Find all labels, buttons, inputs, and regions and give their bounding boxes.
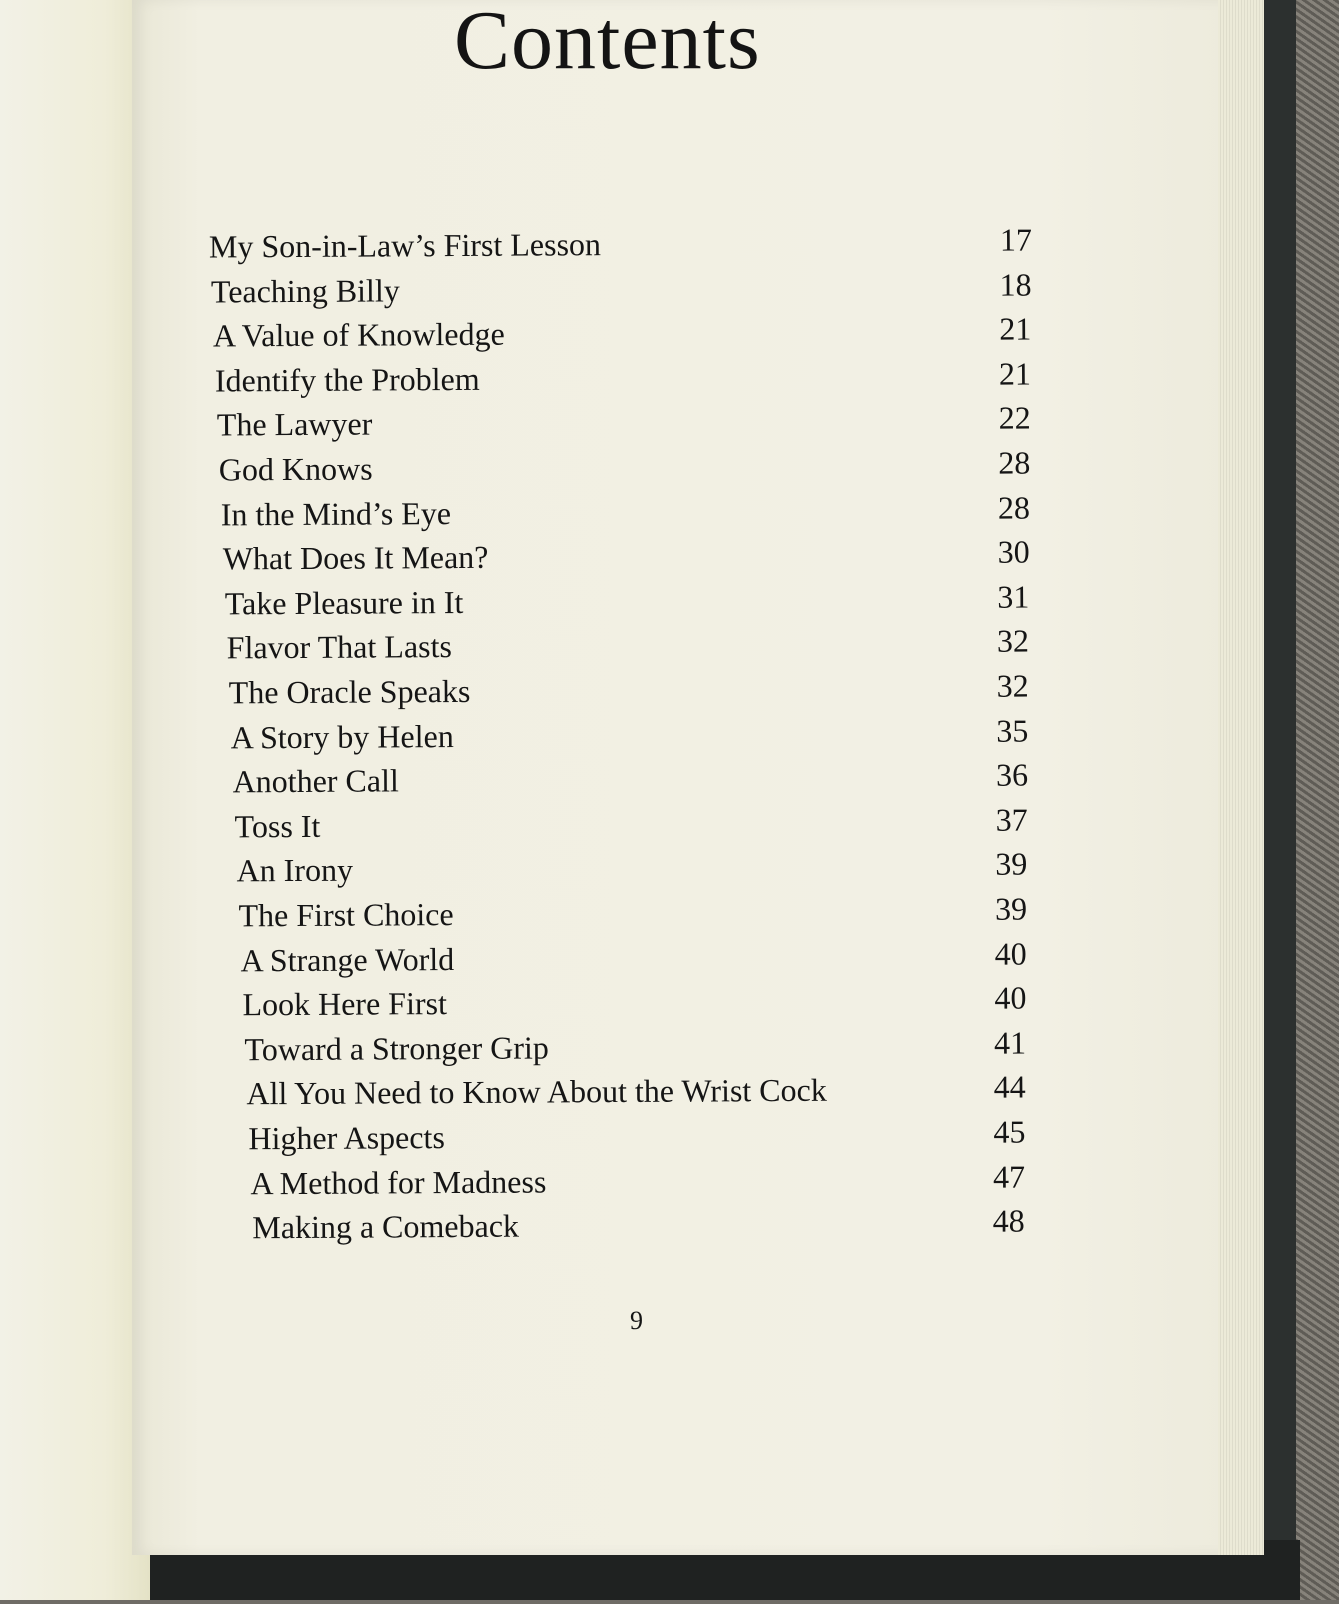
toc-entry-page: 28 bbox=[997, 489, 1031, 526]
toc-entry-page: 17 bbox=[999, 221, 1033, 258]
toc-entry-title: Toss It bbox=[234, 807, 321, 845]
toc-entry-title: A Value of Knowledge bbox=[212, 315, 505, 354]
toc-entry-page: 32 bbox=[996, 622, 1030, 660]
page-title: Contents bbox=[454, 0, 761, 87]
toc-entry-page: 31 bbox=[997, 578, 1030, 615]
toc-entry-page: 21 bbox=[999, 310, 1032, 347]
toc-entry-page: 36 bbox=[995, 756, 1029, 793]
toc-entry-title: An Irony bbox=[236, 852, 354, 889]
toc-entry-page: 37 bbox=[995, 801, 1028, 838]
toc-entry-title: A Method for Madness bbox=[250, 1163, 547, 1201]
toc-entry-page: 48 bbox=[992, 1202, 1025, 1239]
toc-entry-page: 28 bbox=[998, 444, 1031, 481]
toc-entry-page: 40 bbox=[994, 935, 1027, 972]
toc-entry-title: A Story by Helen bbox=[230, 717, 454, 755]
toc-entry-title: My Son-in-Law’s First Lesson bbox=[208, 226, 602, 265]
toc-entry-title: What Does It Mean? bbox=[222, 538, 489, 577]
toc-entry-title: Making a Comeback bbox=[252, 1207, 520, 1246]
toc-entry-title: God Knows bbox=[218, 450, 373, 488]
toc-entry-title: Identify the Problem bbox=[214, 360, 480, 399]
toc-entry-page: 44 bbox=[993, 1068, 1026, 1106]
toc-entry-page: 22 bbox=[998, 399, 1031, 437]
page-number: 9 bbox=[630, 1306, 643, 1335]
toc-entry-title: Flavor That Lasts bbox=[226, 628, 452, 666]
toc-entry-title: The First Choice bbox=[238, 896, 454, 934]
toc-entry-page: 40 bbox=[994, 979, 1027, 1016]
toc-entry-title: Higher Aspects bbox=[248, 1119, 445, 1157]
toc-entry-page: 18 bbox=[999, 266, 1032, 303]
toc-entry-page: 39 bbox=[994, 890, 1028, 927]
toc-entry-page: 21 bbox=[998, 355, 1032, 392]
toc-entry-title: Another Call bbox=[232, 762, 399, 800]
toc-entry-title: All You Need to Know About the Wrist Cock bbox=[246, 1072, 827, 1112]
toc-entry-page: 30 bbox=[997, 533, 1030, 570]
toc-entry-title: Toward a Stronger Grip bbox=[244, 1029, 549, 1068]
toc-entry-title: Teaching Billy bbox=[210, 271, 400, 310]
toc-entry-page: 41 bbox=[993, 1024, 1027, 1061]
toc-entry-page: 35 bbox=[996, 712, 1029, 749]
toc-entry-title: A Strange World bbox=[240, 940, 455, 978]
toc-entry-title: Take Pleasure in It bbox=[224, 583, 464, 622]
toc-entry-page: 47 bbox=[992, 1158, 1026, 1195]
toc-entry-title: The Oracle Speaks bbox=[228, 672, 471, 711]
toc-entry-page: 45 bbox=[993, 1113, 1026, 1150]
toc-entry-title: Look Here First bbox=[242, 985, 448, 1023]
toc-entry-title: The Lawyer bbox=[216, 405, 373, 443]
toc-entry-page: 32 bbox=[996, 667, 1029, 704]
toc-entry-title: In the Mind’s Eye bbox=[220, 494, 452, 533]
toc-entry-page: 39 bbox=[995, 845, 1028, 883]
